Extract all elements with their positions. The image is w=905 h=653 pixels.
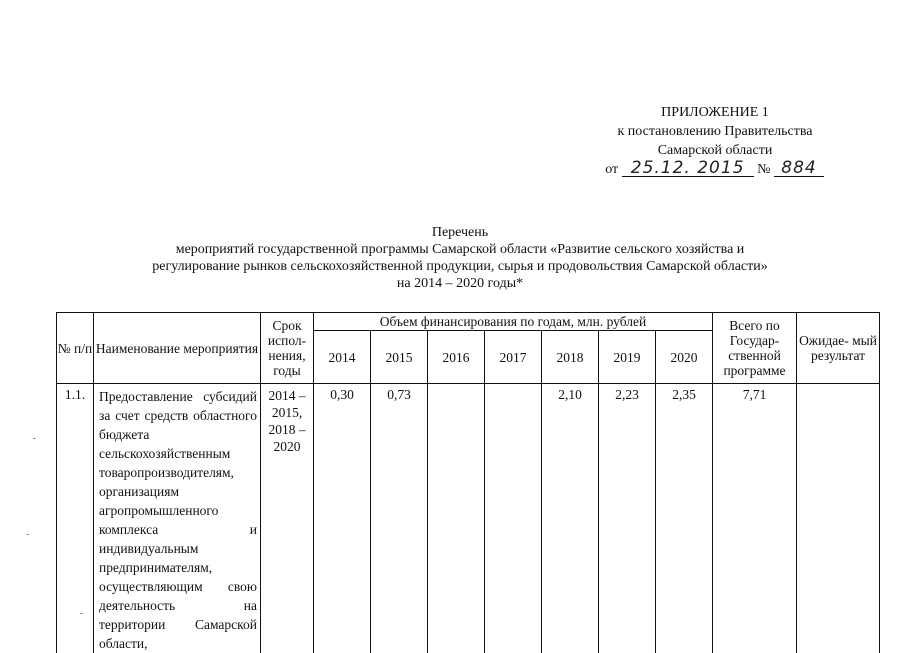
scan-speck: [80, 613, 83, 614]
header-funding: Объем финансирования по годам, млн. рублей: [314, 313, 713, 331]
title-line-2: мероприятий государственной программы Самарской области «Развитие сельского хозяйства и: [90, 241, 830, 258]
header-num: № п/п: [57, 313, 94, 384]
cell-name: Предоставление субсидий за счет средств областного бюджета сельскохозяйственным товаропроизводителям, организациям агропромышленного комплекса и индивидуальным предпринимателям, осуществляющим свою деятельность на территории Самарской области,: [94, 384, 261, 653]
header-result: Ожидае- мый результат: [797, 313, 880, 384]
header-year: 2019: [599, 331, 656, 384]
scan-speck: [26, 534, 29, 535]
handwritten-date: 25.12. 2015: [622, 160, 754, 177]
table-row: [57, 384, 880, 653]
header-year: 2017: [485, 331, 542, 384]
title-line-3: регулирование рынков сельскохозяйственной продукции, сырья и продовольствия Самарской области»: [90, 258, 830, 275]
cell-value: 0,30: [314, 384, 371, 653]
title-line-4: на 2014 – 2020 годы*: [90, 275, 830, 292]
measures-table: [56, 312, 880, 653]
table-header-row: [57, 313, 880, 331]
header-year: 2016: [428, 331, 485, 384]
header-term: Срок испол- нения, годы: [261, 313, 314, 384]
handwritten-number: 884: [774, 160, 824, 177]
cell-value: 2,10: [542, 384, 599, 653]
document-title: [90, 224, 830, 292]
number-label: №: [757, 162, 770, 177]
appendix-block: [600, 103, 830, 179]
cell-value: [485, 384, 542, 653]
date-label: от: [605, 162, 618, 177]
header-name: Наименование мероприятия: [94, 313, 261, 384]
header-year: 2018: [542, 331, 599, 384]
cell-num: 1.1.: [57, 384, 94, 653]
header-year: 2014: [314, 331, 371, 384]
scan-speck: [33, 438, 36, 439]
header-year: 2020: [656, 331, 713, 384]
cell-value: 2,35: [656, 384, 713, 653]
appendix-date-line: [600, 160, 830, 179]
appendix-title: ПРИЛОЖЕНИЕ 1: [600, 103, 830, 122]
appendix-region: Самарской области: [600, 141, 830, 160]
title-line-1: Перечень: [90, 224, 830, 241]
cell-value: [428, 384, 485, 653]
appendix-resolution: к постановлению Правительства: [600, 122, 830, 141]
cell-value: 2,23: [599, 384, 656, 653]
header-total: Всего по Государ- ственной программе: [713, 313, 797, 384]
cell-result: [797, 384, 880, 653]
cell-term: 2014 – 2015, 2018 – 2020: [261, 384, 314, 653]
cell-total: 7,71: [713, 384, 797, 653]
cell-value: 0,73: [371, 384, 428, 653]
header-year: 2015: [371, 331, 428, 384]
